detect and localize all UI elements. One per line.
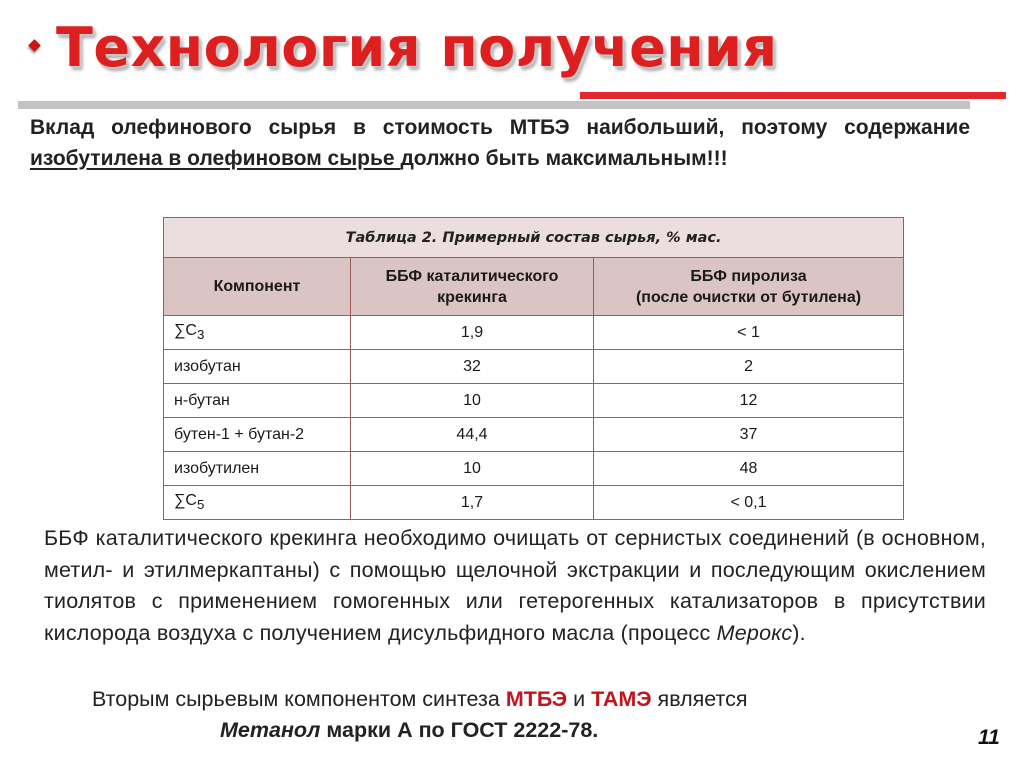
cell-component: изобутилен (164, 452, 351, 486)
cell-catalytic: 10 (351, 384, 594, 418)
cell-catalytic: 44,4 (351, 418, 594, 452)
header-pyrolysis-line1: ББФ пиролиза (690, 267, 807, 285)
methanol-italic: Метанол (220, 718, 321, 742)
table-row (164, 486, 904, 520)
header-pyrolysis-line2: (после очистки от бутилена) (635, 288, 862, 306)
intro-text-1: Вклад олефинового сырья в стоимость МТБЭ наибольший, поэтому содержание (30, 116, 970, 139)
methanol-line-1 (92, 687, 748, 712)
header-pyrolysis (594, 258, 904, 316)
tame-highlight: ТАМЭ (591, 687, 652, 711)
component-subscript: 3 (196, 327, 205, 343)
component-label: ∑C (174, 322, 197, 340)
header-component: Компонент (164, 258, 351, 316)
table-caption-row (164, 218, 904, 258)
table-row (164, 384, 904, 418)
merox-italic: Мерокс (716, 620, 793, 645)
title-bullet-icon (28, 39, 41, 52)
table-row (164, 316, 904, 350)
cell-pyrolysis: < 0,1 (594, 486, 904, 520)
title-rule (18, 101, 970, 109)
cell-component (164, 486, 351, 520)
cell-component: бутен-1 + бутан-2 (164, 418, 351, 452)
table-header-row (164, 258, 904, 316)
slide-title: Технология получения (56, 16, 778, 79)
cell-pyrolysis: 2 (594, 350, 904, 384)
table-row (164, 452, 904, 486)
header-catalytic-line1: ББФ каталитического (385, 267, 559, 285)
table-caption: Таблица 2. Примерный состав сырья, % мас. (164, 218, 904, 258)
methanol-and: и (567, 687, 592, 711)
intro-text-2: должно быть максимальным!!! (400, 146, 728, 170)
cell-pyrolysis: 37 (594, 418, 904, 452)
composition-table (163, 217, 904, 520)
table-row (164, 350, 904, 384)
methanol-text-2: является (651, 687, 748, 711)
cell-component: изобутан (164, 350, 351, 384)
table-row (164, 418, 904, 452)
component-label: ∑C (174, 492, 197, 510)
merox-end: ). (792, 620, 806, 645)
cell-pyrolysis: 48 (594, 452, 904, 486)
intro-underlined-text: изобутилена в олефиновом сырье (30, 146, 401, 170)
cell-catalytic: 10 (351, 452, 594, 486)
page-number: 11 (978, 726, 1000, 749)
methanol-text-3: марки А по ГОСТ 2222-78. (320, 718, 599, 742)
methanol-text-1: Вторым сырьевым компонентом синтеза (92, 687, 506, 711)
header-catalytic (351, 258, 594, 316)
merox-paragraph (44, 523, 986, 649)
title-rule-accent (580, 92, 1006, 99)
cell-catalytic: 1,7 (351, 486, 594, 520)
merox-text: ББФ каталитического крекинга необходимо очищать от сернистых соединений (в основном, метил- и этилмеркаптаны) с помощью щелочной экстракции и последующим окислением тиолятов с применением гомогенных или гетерогенных катализаторов в присутствии кислорода воздуха с получением дисульфидного масла (процесс (44, 526, 986, 645)
cell-component (164, 316, 351, 350)
cell-pyrolysis: 12 (594, 384, 904, 418)
mtbe-highlight: МТБЭ (505, 687, 568, 711)
cell-catalytic: 1,9 (351, 316, 594, 350)
header-catalytic-line2: крекинга (437, 288, 507, 306)
intro-paragraph (30, 113, 970, 174)
cell-component: н-бутан (164, 384, 351, 418)
methanol-line-2 (220, 718, 598, 743)
cell-catalytic: 32 (351, 350, 594, 384)
cell-pyrolysis: < 1 (594, 316, 904, 350)
component-subscript: 5 (196, 497, 205, 513)
